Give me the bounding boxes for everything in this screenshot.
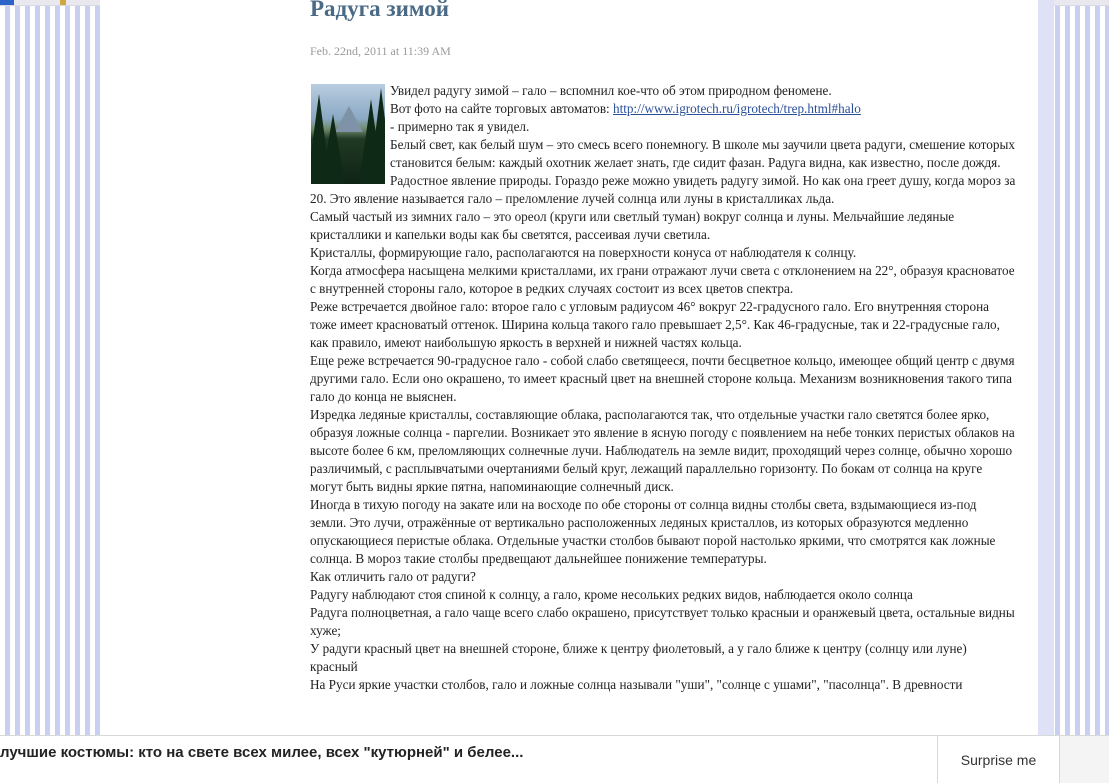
- post-paragraph: У радуги красный цвет на внешней стороне, ближе к центру фиолетовый, а у гало ближе к центру (солнцу или луне) красный: [310, 641, 967, 674]
- post-date: Feb. 22nd, 2011 at 11:39 AM: [310, 44, 451, 58]
- post-body: [310, 82, 1016, 694]
- forest-photo-thumbnail[interactable]: [311, 84, 385, 184]
- post-paragraph: Еще реже встречается 90-градусное гало - собой слабо светящееся, почти бесцветное кольцо, имеющее общий центр с двумя другими гало. Если оно окрашено, то имеет красный цвет на внешней стороне кольца. Механизм возникновения такого типа гало до конца не выяснен.: [310, 353, 1015, 404]
- post-paragraph: - примерно так я увидел.: [390, 119, 530, 134]
- journal-post: [100, 0, 1038, 735]
- post-paragraph: На Руси яркие участки столбов, гало и ложные солнца называли "уши", "солнце с ушами", "пасолнца". В древности: [310, 677, 963, 692]
- post-paragraph: Когда атмосфера насыщена мелкими кристаллами, их грани отражают лучи света с отклонением на 22°, образуя красноватое с внутренней стороны гало, которое в редких случаях состоит из всех цветов спектра.: [310, 263, 1015, 296]
- tree-shape: [369, 88, 385, 184]
- post-paragraph: Реже встречается двойное гало: второе гало с угловым радиусом 46° вокруг 22-градусного гало. Его внутренняя сторона тоже имеет красноватый оттенок. Ширина кольца такого гало превышает 2,5°. Как 46-градусные, так и 22-градусные гало, как правило, имеют наибольшую яркость в верхней и нижней частях кольца.: [310, 299, 1000, 350]
- post-paragraph: Как отличить гало от радуги?: [310, 569, 476, 584]
- tree-shape: [321, 114, 345, 184]
- post-paragraph: Радуга полноцветная, а гало чаще всего слабо окрашено, присутствует только красныи и оранжевый цвета, остальные видны хуже;: [310, 605, 1015, 638]
- post-paragraph: Самый частый из зимних гало – это ореол (круги или светлый туман) вокруг солнца и луны. Мельчайшие ледяные кристаллики и капельки воды как бы светятся, рассеивая лучи светила.: [310, 209, 955, 242]
- post-link-line: [310, 100, 1016, 118]
- bar-side-panel: [1059, 736, 1109, 783]
- content-right-border: [1038, 0, 1054, 735]
- post-intro-line: Увидел радугу зимой – гало – вспомнил кое-что об этом природном феномене.: [390, 83, 832, 98]
- bottom-recommendation-bar: [0, 735, 1109, 783]
- post-paragraph: Изредка ледяные кристаллы, составляющие облака, располагаются так, что отдельные участки гало светятся более ярко, образуя ложные солнца - паргелии. Возникает это явление в ясную погоду с появлением на небе тонких перистых облаков на высоте более 6 км, преломляющих солнечные лучи. Наблюдатель на земле видит, проходящий через солнце, обычно хорошо различимый, с расплывчатыми очертаниями белый круг, лежащий параллельно горизонту. По бокам от солнца на круге могут быть видны яркие пятна, напоминающие солнечный диск.: [310, 407, 1015, 494]
- post-paragraph: Иногда в тихую погоду на закате или на восходе по обе стороны от солнца видны столбы света, вздымающиеся из-под земли. Это лучи, отражённые от вертикально расположенных ледяных кристаллов, из которых образуются медленно опускающиеся перистые облака. Отдельные участки столбов бывают порой настолько яркими, что смотрятся как ложные солнца. В мороз такие столбы предвещают дальнейшее понижение температуры.: [310, 497, 996, 566]
- post-paragraph: Белый свет, как белый шум – это смесь всего понемногу. В школе мы заучили цвета радуги, смешение которых становится белым: каждый охотник желает знать, где сидит фазан. Радуга видна, как известно, после дождя. Радостное явление природы. Гораздо реже можно увидеть радугу зимой. Но как она греет душу, когда мороз за 20. Это явление называется гало – преломление лучей солнца или луны в кристалликах льда.: [310, 137, 1016, 206]
- post-paragraph: Кристаллы, формирующие гало, располагаются на поверхности конуса от наблюдателя к солнцу.: [310, 245, 857, 260]
- recommended-headline[interactable]: лучшие костюмы: кто на свете всех милее, всех "кутюрней" и белее...: [0, 744, 524, 761]
- post-paragraph: Радугу наблюдают стоя спиной к солнцу, а гало, кроме несольких редких видов, наблюдается около солнца: [310, 587, 913, 602]
- link-prefix: Вот фото на сайте торговых автоматов:: [390, 101, 614, 116]
- surprise-me-button[interactable]: Surprise me: [938, 736, 1059, 783]
- igrotech-link[interactable]: http://www.igrotech.ru/igrotech/trep.html#halo: [613, 101, 861, 116]
- post-title: Радуга зимой: [310, 0, 449, 21]
